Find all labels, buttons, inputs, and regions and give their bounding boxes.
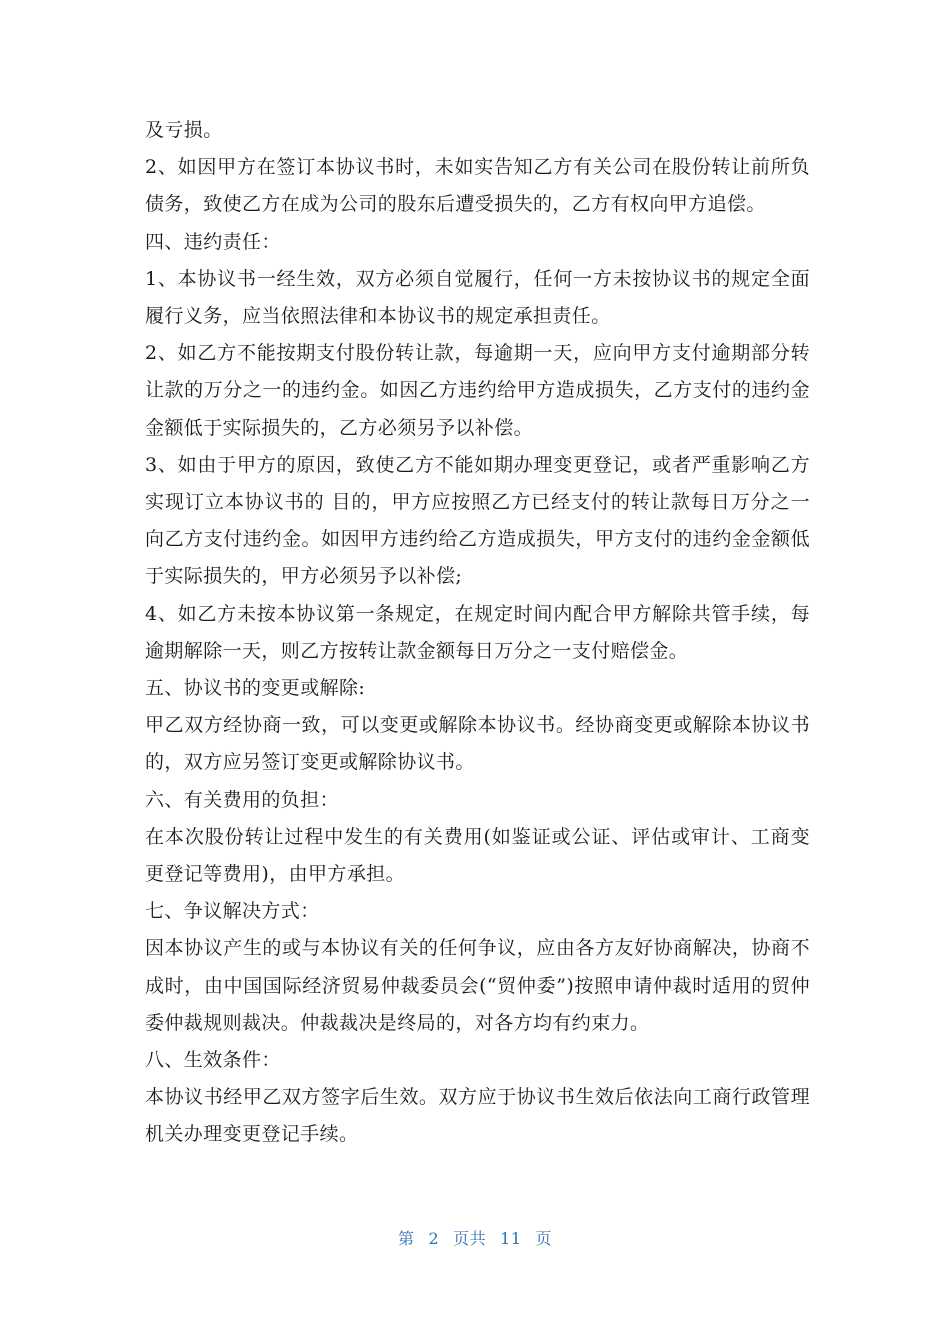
paragraph-2: 2、如因甲方在签订本协议书时，未如实告知乙方有关公司在股份转让前所负债务，致使乙方在成为公司的股东后遭受损失的，乙方有权向甲方追偿。 — [145, 156, 810, 216]
paragraph-6: 3、如由于甲方的原因，致使乙方不能如期办理变更登记，或者严重影响乙方实现订立本协议书的 目的，甲方应按照乙方已经支付的转让款每日万分之一向乙方支付违约金。如因甲方违约给乙方造成损失，甲方支付的违约金金额低于实际损失的，甲方必须另予以补偿; — [145, 453, 810, 588]
section-heading-amendment: 五、协议书的变更或解除: — [145, 677, 366, 700]
paragraph-1: 及亏损。 — [145, 119, 223, 141]
page-footer — [0, 1226, 950, 1249]
paragraph-15: 本协议书经甲乙双方签字后生效。双方应于协议书生效后依法向工商行政管理机关办理变更登记手续。 — [145, 1086, 810, 1146]
paragraph-13: 因本协议产生的或与本协议有关的任何争议，应由各方友好协商解决，协商不成时，由中国国际经济贸易仲裁委员会(“贸仲委”)按照申请仲裁时适用的贸仲委仲裁规则裁决。仲裁裁决是终局的，对各方均有约束力。 — [145, 937, 810, 1034]
footer-suffix: 页 — [535, 1229, 553, 1248]
section-heading-expenses: 六、有关费用的负担： — [145, 788, 340, 811]
paragraph-7: 4、如乙方未按本协议第一条规定，在规定时间内配合甲方解除共管手续，每逾期解除一天，则乙方按转让款金额每日万分之一支付赔偿金。 — [145, 602, 810, 662]
footer-middle: 页共 — [453, 1229, 487, 1248]
document-body — [145, 112, 810, 1154]
section-heading-dispute: 七、争议解决方式： — [145, 900, 320, 923]
paragraph-5: 2、如乙方不能按期支付股份转让款，每逾期一天，应向甲方支付逾期部分转让款的万分之一的违约金。如因乙方违约给甲方造成损失，乙方支付的违约金金额低于实际损失的，乙方必须另予以补偿。 — [145, 342, 810, 439]
footer-current-page: 2 — [428, 1229, 440, 1248]
footer-prefix: 第 — [397, 1229, 415, 1248]
paragraph-9: 甲乙双方经协商一致，可以变更或解除本协议书。经协商变更或解除本协议书的，双方应另签订变更或解除协议书。 — [145, 714, 810, 774]
paragraph-11: 在本次股份转让过程中发生的有关费用(如鉴证或公证、评估或审计、工商变更登记等费用)，由甲方承担。 — [145, 825, 810, 886]
section-heading-breach: 四、违约责任： — [145, 230, 281, 253]
footer-total-pages: 11 — [500, 1229, 522, 1248]
section-heading-effectiveness: 八、生效条件： — [145, 1049, 281, 1072]
paragraph-4: 1、本协议书一经生效，双方必须自觉履行，任何一方未按协议书的规定全面履行义务，应当依照法律和本协议书的规定承担责任。 — [145, 267, 810, 328]
